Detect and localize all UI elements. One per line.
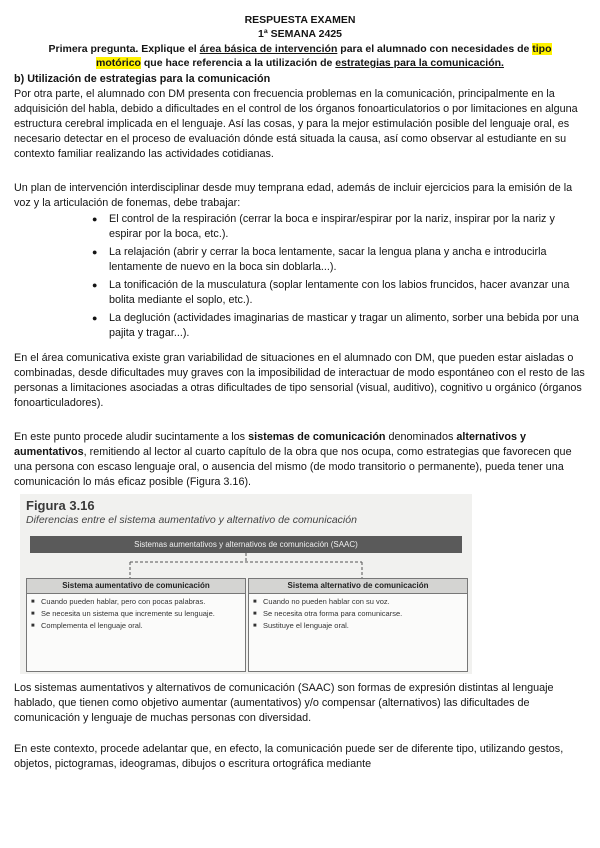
figure-item: ■ Complementa el lenguaje oral. <box>41 621 241 631</box>
paragraph-6: En este contexto, procede adelantar que, en efecto, la comunicación puede ser de diferente tipo, utilizando gestos, objetos, pictogramas, ideogramas, dibujos o escritura ortográfica mediante <box>14 743 564 770</box>
paragraph-1: Por otra parte, el alumnado con DM presenta con frecuencia problemas en la comunicación, principalmente en la adquisición del habla, debido a dificultades en el control de los órganos fonoarticulatorios o por limitaciones en alguna estructura cerebral implicada en el lenguaje. Así las cosas, y para la mejor estimulación posible del lenguaje oral, es necesario detectar en el proceso de evaluación dónde está situada la causa, así como observar al estudiante en su contexto familiar realizando las actividades cotidianas. <box>14 88 578 160</box>
figure-item: ■ Cuando no pueden hablar con su voz. <box>263 597 463 607</box>
figure-number: Figura 3.16 <box>26 498 95 513</box>
paragraph-2: Un plan de intervención interdisciplinar desde muy temprana edad, además de incluir ejercicios para la emisión de la voz y la articulación de fonemas, debe trabajar: <box>14 182 573 209</box>
figure-item: ■ Cuando pueden hablar, pero con pocas palabras. <box>41 597 241 607</box>
figure-top-label: Sistemas aumentativos y alternativos de comunicación (SAAC) <box>30 536 462 553</box>
document-week: 1ª SEMANA 2425 <box>257 28 343 40</box>
question-term-tipo: tipo <box>532 43 552 55</box>
term-sistemas: sistemas de comunicación <box>248 431 386 443</box>
paragraph-3: En el área comunicativa existe gran variabilidad de situaciones en el alumnado con DM, que pueden estar aisladas o combinadas, desde dificultades muy graves con la imposibilidad de interactuar de modo espontáneo con el resto de las personas a limitaciones asociadas a otras dificultades de tipo sensorial (visual, auditivo), cognitivo u orgánico (órganos fonoarticuladores). <box>14 352 585 409</box>
figure-box-title: Sistema aumentativo de comunicación <box>27 579 245 594</box>
figure-item: ■ Sustituye el lenguaje oral. <box>263 621 463 631</box>
figure-saac <box>20 494 472 674</box>
list-item: ● La tonificación de la musculatura (soplar lentamente con los labios fruncidos, hacer avanzar una bolita mediante el soplo, etc.). <box>92 278 586 308</box>
figure-box-title: Sistema alternativo de comunicación <box>249 579 467 594</box>
list-item: ● La relajación (abrir y cerrar la boca lentamente, sacar la lengua plana y ancha e introducirla lentamente de nuevo en la boca sin doblarla...). <box>92 245 586 275</box>
exam-question: Primera pregunta. Explique el área básica de intervención para el alumnado con necesidades de tipo motórico que hace referencia a la utilización de estrategias para la comunicación. <box>48 43 552 69</box>
figure-item: ■ Se necesita un sistema que incremente su lenguaje. <box>41 609 241 619</box>
question-term-area: área básica de intervención <box>199 43 338 55</box>
paragraph-5: Los sistemas aumentativos y alternativos de comunicación (SAAC) son formas de expresión distintas al lenguaje hablado, que tienen como objetivo aumentar (aumentativos) y/o compensar (alternativos) las dificultades de comunicación y lenguaje de muchas personas con diversidad. <box>14 682 554 724</box>
figure-item: ■ Se necesita otra forma para comunicarse. <box>263 609 463 619</box>
list-item: ● El control de la respiración (cerrar la boca e inspirar/espirar por la nariz, inspirar por la nariz y espirar por la boca, etc.). <box>92 212 586 242</box>
list-item: ● La deglución (actividades imaginarias de masticar y tragar un alimento, sorber una bebida por una pajita y tragar...). <box>92 311 586 341</box>
question-term-estrategias: estrategias para la comunicación. <box>335 57 504 69</box>
question-term-motorico: motórico <box>96 57 141 69</box>
paragraph-4: En este punto procede aludir sucintamente a los sistemas de comunicación denominados alternativos y aumentativos, remitiendo al lector al cuarto capítulo de la obra que nos ocupa, como estrategias que favorecen que una persona con escaso lenguaje oral, o ausencia del mismo (de modo transitorio o permanente), pueda tener una comunicación lo más eficaz posible (Figura 3.16). <box>14 431 572 488</box>
term-alternativos: alternativos y aumentativos <box>14 431 526 458</box>
document-title: RESPUESTA EXAMEN <box>244 14 356 26</box>
section-heading: b) Utilización de estrategias para la comunicación <box>14 73 271 85</box>
figure-caption: Diferencias entre el sistema aumentativo y alternativo de comunicación <box>26 514 357 526</box>
figure-box-alternativo <box>248 578 468 672</box>
exercise-list <box>92 212 586 344</box>
figure-box-aumentativo <box>26 578 246 672</box>
